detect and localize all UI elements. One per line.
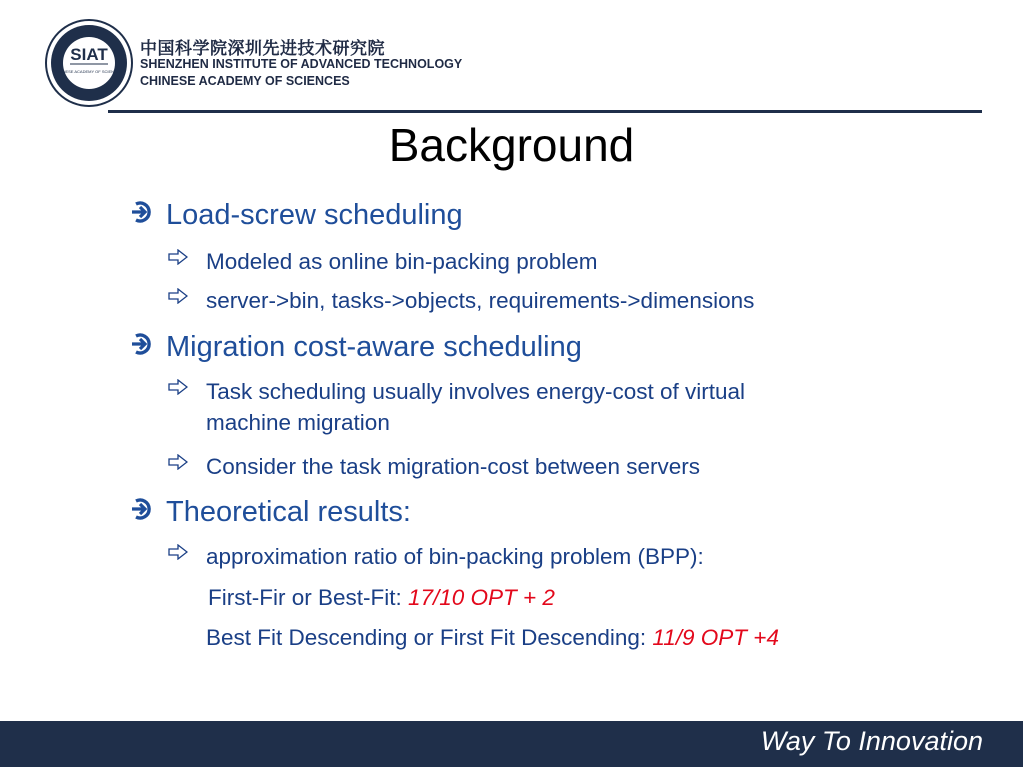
header-divider [108, 110, 982, 113]
footer-tagline: Way To Innovation [760, 726, 983, 756]
outline-arrow-icon [168, 249, 188, 265]
bullet-l2-text: server->bin, tasks->objects, requirements->dimensions [206, 288, 755, 313]
bullet-l2-text: Task scheduling usually involves energy-cost of virtual [206, 379, 746, 404]
result-descending [206, 625, 779, 651]
org-name-en-1: SHENZHEN INSTITUTE OF ADVANCED TECHNOLOGY [140, 57, 463, 71]
result-label: First-Fir or Best-Fit: [208, 585, 408, 610]
outline-arrow-icon [168, 288, 188, 304]
bullet-l2-text: Modeled as online bin-packing problem [206, 249, 598, 274]
circled-arrow-icon [130, 498, 152, 520]
footer-bar [0, 721, 1023, 767]
siat-logo [44, 18, 134, 108]
outline-arrow-icon [168, 379, 188, 395]
circled-arrow-icon [130, 333, 152, 355]
bullet-l2-continuation: machine migration [206, 410, 390, 435]
bullet-l1-text: Migration cost-aware scheduling [166, 331, 582, 363]
circled-arrow-icon [130, 201, 152, 223]
result-value: 11/9 OPT +4 [652, 625, 779, 650]
result-first-fit [208, 585, 555, 611]
result-label: Best Fit Descending or First Fit Descending: [206, 625, 653, 650]
org-name-en-2: CHINESE ACADEMY OF SCIENCES [140, 74, 350, 88]
logo-subtext: CHINESE ACADEMY OF SCIENCES [55, 69, 123, 74]
bullet-l2-text: Consider the task migration-cost between servers [206, 454, 700, 479]
bullet-l1-text: Load-screw scheduling [166, 199, 463, 231]
bullet-l2-text: approximation ratio of bin-packing problem (BPP): [206, 544, 704, 569]
logo-text: SIAT [70, 45, 108, 64]
result-value: 17/10 OPT + 2 [407, 585, 555, 610]
outline-arrow-icon [168, 544, 188, 560]
outline-arrow-icon [168, 454, 188, 470]
slide-title: Background [388, 119, 635, 171]
bullet-l1-text: Theoretical results: [166, 496, 411, 528]
org-name-cn: 中国科学院深圳先进技术研究院 [140, 39, 385, 59]
